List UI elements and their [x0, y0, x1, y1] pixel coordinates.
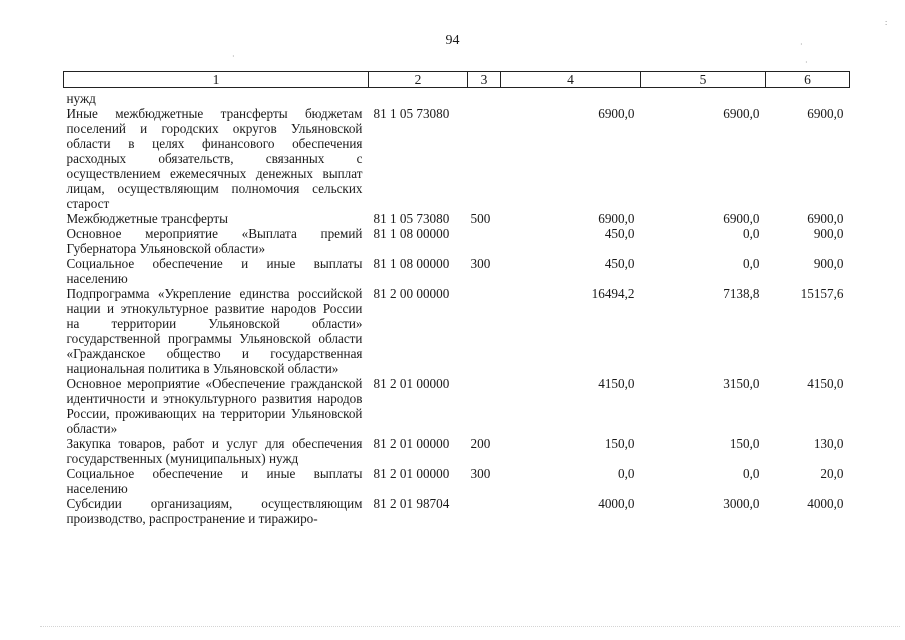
table-row [64, 226, 850, 256]
row-name: Основное мероприятие «Выплата премий Губернатора Ульяновской области» [66, 226, 363, 256]
row-value-col5: 0,0 [743, 466, 760, 481]
table-row [64, 211, 850, 226]
table-row [64, 436, 850, 466]
row-expense-type [468, 376, 501, 436]
table-row [64, 496, 850, 526]
header-col-4: 4 [501, 72, 641, 88]
row-expense-type [468, 106, 501, 211]
row-expense-type: 300 [470, 256, 491, 271]
page-number: 94 [445, 33, 460, 48]
row-value-col5: 7138,8 [723, 286, 760, 301]
header-col-2: 2 [369, 72, 468, 88]
header-col-6: 6 [766, 72, 850, 88]
row-code: 81 1 08 00000 [373, 226, 450, 241]
table-row [64, 88, 850, 107]
row-code: 81 1 08 00000 [373, 256, 450, 271]
table-row [64, 286, 850, 376]
row-code [369, 88, 468, 107]
row-value-col6 [766, 88, 850, 107]
row-value-col6: 15157,6 [800, 286, 844, 301]
row-value-col4: 0,0 [618, 466, 635, 481]
row-value-col4 [501, 88, 641, 107]
scan-speck: · [232, 52, 235, 61]
row-value-col4: 4150,0 [598, 376, 635, 391]
row-value-col5: 150,0 [729, 436, 760, 451]
row-name: Социальное обеспечение и иные выплаты населению [66, 256, 363, 286]
scan-edge [40, 626, 900, 631]
row-expense-type [468, 88, 501, 107]
row-code: 81 1 05 73080 [373, 211, 450, 226]
row-value-col5: 3150,0 [723, 376, 760, 391]
row-value-col4: 4000,0 [598, 496, 635, 511]
row-expense-type: 200 [470, 436, 491, 451]
row-expense-type [468, 496, 501, 526]
row-value-col6: 900,0 [813, 226, 844, 241]
row-value-col6: 6900,0 [807, 106, 844, 121]
row-value-col5: 6900,0 [723, 211, 760, 226]
table-row [64, 466, 850, 496]
row-expense-type [468, 286, 501, 376]
row-value-col5: 0,0 [743, 226, 760, 241]
row-name: Закупка товаров, работ и услуг для обеспечения государственных (муниципальных) нужд [66, 436, 363, 466]
scan-speck: · [800, 40, 803, 49]
row-value-col4: 150,0 [604, 436, 635, 451]
row-name: Межбюджетные трансферты [66, 211, 228, 226]
row-value-col6: 900,0 [813, 256, 844, 271]
row-code: 81 2 01 00000 [373, 376, 450, 391]
row-value-col4: 450,0 [604, 226, 635, 241]
table-row [64, 256, 850, 286]
row-name: Основное мероприятие «Обеспечение гражданской идентичности и этнокультурного развития народов России, проживающих на территории Ульяновской области» [66, 376, 363, 436]
row-name: Субсидии организациям, осуществляющим производство, распространение и тиражиро- [66, 496, 363, 526]
table-row [64, 106, 850, 211]
row-value-col5: 3000,0 [723, 496, 760, 511]
row-value-col5: 6900,0 [723, 106, 760, 121]
table-row [64, 376, 850, 436]
row-expense-type: 500 [470, 211, 491, 226]
row-name: Социальное обеспечение и иные выплаты населению [66, 466, 363, 496]
row-value-col4: 6900,0 [598, 211, 635, 226]
row-value-col6: 4000,0 [807, 496, 844, 511]
row-value-col4: 450,0 [604, 256, 635, 271]
row-code: 81 2 01 00000 [373, 466, 450, 481]
row-value-col6: 20,0 [820, 466, 844, 481]
row-value-col6: 6900,0 [807, 211, 844, 226]
row-value-col4: 6900,0 [598, 106, 635, 121]
scan-speck: · [805, 58, 808, 67]
header-col-5: 5 [641, 72, 766, 88]
scan-speck: : [885, 18, 888, 27]
row-value-col5 [641, 88, 766, 107]
row-code: 81 1 05 73080 [373, 106, 450, 121]
header-col-1: 1 [64, 72, 369, 88]
row-code: 81 2 01 00000 [373, 436, 450, 451]
row-value-col4: 16494,2 [591, 286, 635, 301]
row-value-col6: 4150,0 [807, 376, 844, 391]
row-name: нужд [66, 91, 96, 106]
row-value-col6: 130,0 [813, 436, 844, 451]
budget-table [63, 71, 850, 526]
row-code: 81 2 00 00000 [373, 286, 450, 301]
row-name: Иные межбюджетные трансферты бюджетам поселений и городских округов Ульяновской области в целях финансового обеспечения расходных обязательств, связанных с осуществлением ежемесячных денежных выплат лицам, осуществляющим полномочия сельских старост [66, 106, 363, 211]
row-value-col5: 0,0 [743, 256, 760, 271]
header-row [64, 72, 850, 88]
row-expense-type: 300 [470, 466, 491, 481]
row-code: 81 2 01 98704 [373, 496, 450, 511]
row-expense-type [468, 226, 501, 256]
row-name: Подпрограмма «Укрепление единства российской нации и этнокультурное развитие народов России на территории Ульяновской области» государственной программы Ульяновской области «Гражданское общество и государственная национальная политика в Ульяновской области» [66, 286, 363, 376]
header-col-3: 3 [468, 72, 501, 88]
